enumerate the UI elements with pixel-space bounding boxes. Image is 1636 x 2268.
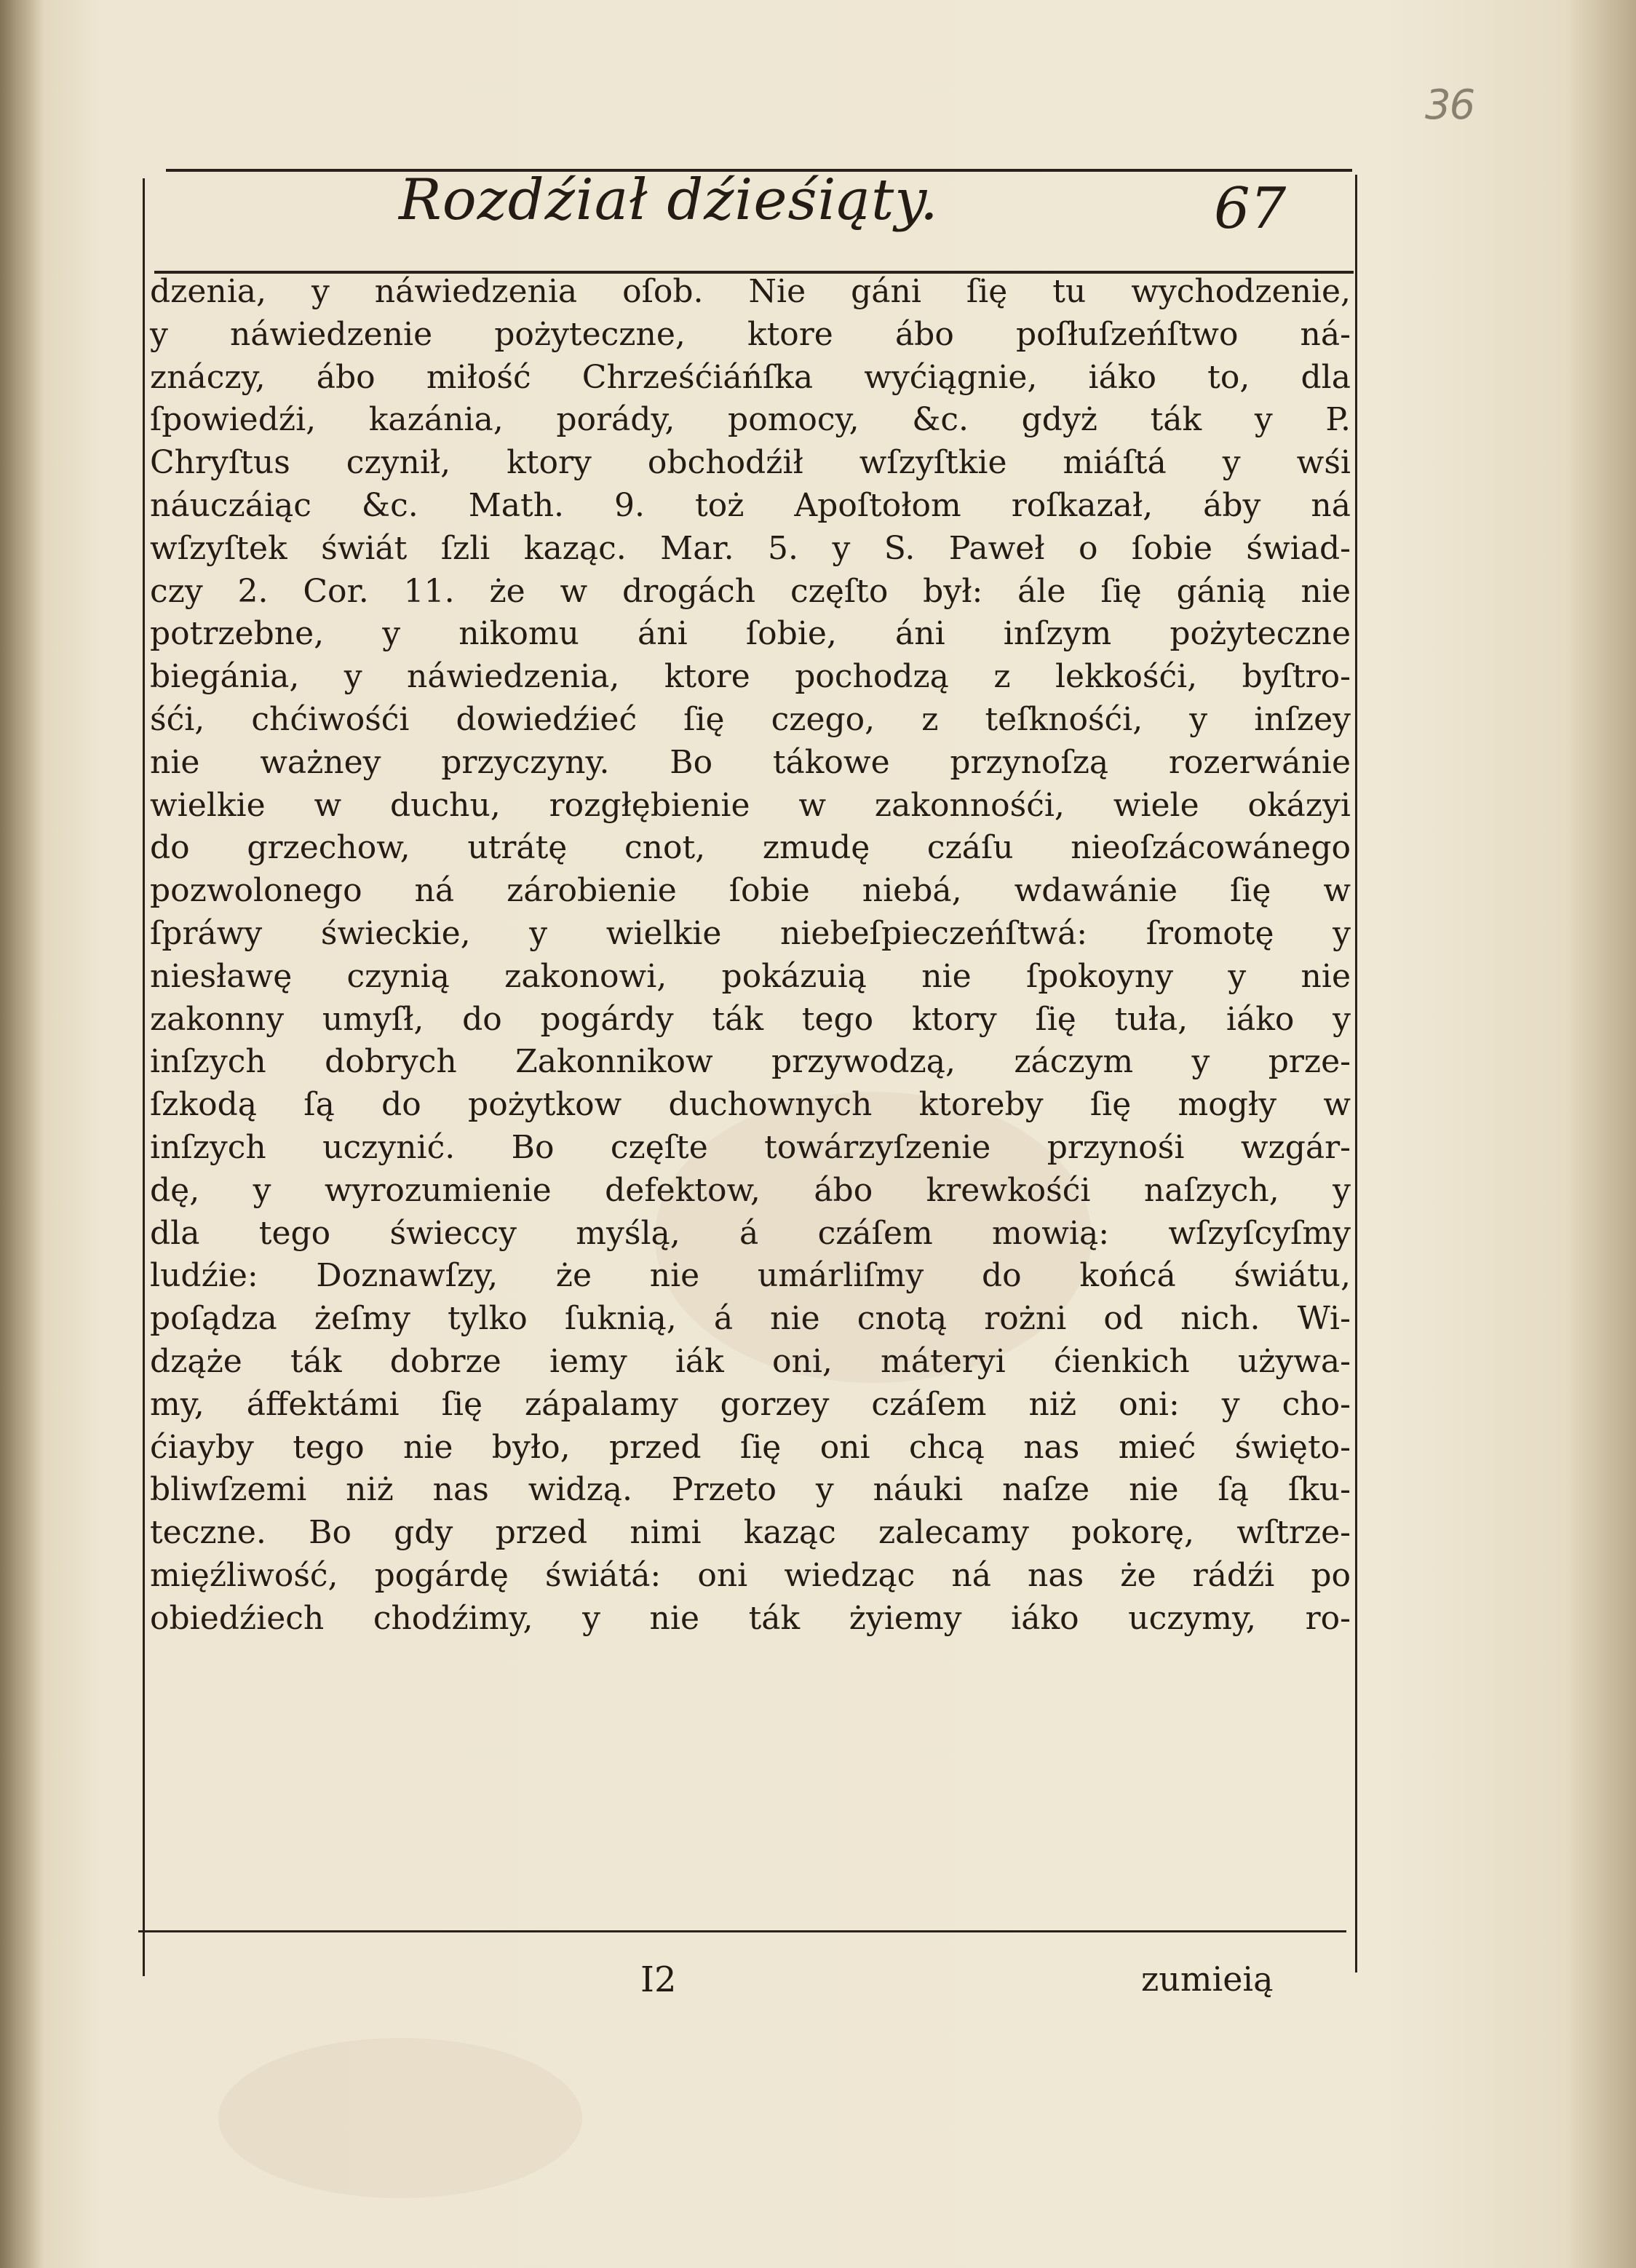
text-line: czy 2. Cor. 11. że w drogách częſto był: ále ſię gánią nie xyxy=(150,572,1351,610)
gutter-shadow xyxy=(0,0,44,2268)
text-line: ćiayby tego nie było, przed ſię oni chcą nas mieć święto- xyxy=(150,1428,1351,1466)
text-line: ſpowiedźi, kazánia, porády, pomocy, &c. gdyż ták y P. xyxy=(150,401,1351,439)
text-line: dę, y wyrozumienie defektow, ábo krewkośći naſzych, y xyxy=(150,1171,1351,1209)
text-line: mięźliwość, pogárdę świátá: oni wiedząc ná nas że rádźi po xyxy=(150,1556,1351,1594)
text-line: biegánia, y náwiedzenia, ktore pochodzą z lekkośći, byſtro- xyxy=(150,658,1351,696)
text-line: ludźie: Doznawſzy, że nie umárliſmy do końcá świátu, xyxy=(150,1257,1351,1295)
text-line: zakonny umyſł, do pogárdy ták tego ktory ſię tuła, iáko y xyxy=(150,1000,1351,1038)
text-line: náuczáiąc &c. Math. 9. toż Apoſtołom roſkazał, áby ná xyxy=(150,486,1351,524)
bottom-rule xyxy=(138,1930,1346,1932)
text-line: dla tego świeccy myślą, á czáſem mowią: wſzyſcyſmy xyxy=(150,1214,1351,1252)
text-line: potrzebne, y nikomu áni ſobie, áni inſzym pożyteczne xyxy=(150,615,1351,653)
text-line: inſzych uczynić. Bo częſte towárzyſzenie przynośi wzgár- xyxy=(150,1128,1351,1166)
catchword: zumieią xyxy=(1141,1959,1274,1999)
paper-stain xyxy=(218,2038,582,2198)
text-line: znáczy, ábo miłość Chrześćiáńſka wyćiągnie, iáko to, dla xyxy=(150,358,1351,396)
text-line: Chryſtus czynił, ktory obchodźił wſzyſtkie miáſtá y wśi xyxy=(150,444,1351,482)
text-line: poſądza żeſmy tylko ſuknią, á nie cnotą rożni od nich. Wi- xyxy=(150,1300,1351,1338)
frame-left-rule xyxy=(143,178,145,1976)
text-line: dzenia, y náwiedzenia oſob. Nie gáni ſię tu wychodzenie, xyxy=(150,273,1351,310)
text-line: inſzych dobrych Zakonnikow przywodzą, záczym y prze- xyxy=(150,1043,1351,1081)
text-line: dząże ták dobrze iemy iák oni, máteryi ćienkich używa- xyxy=(150,1342,1351,1380)
text-line: niesławę czynią zakonowi, pokázuią nie ſpokoyny y nie xyxy=(150,957,1351,995)
text-line: do grzechow, utrátę cnot, zmudę czáſu nieoſzácowánego xyxy=(150,829,1351,867)
text-line: teczne. Bo gdy przed nimi kaząc zalecamy pokorę, wſtrze- xyxy=(150,1514,1351,1552)
text-line: wielkie w duchu, rozgłębienie w zakonnośći, wiele okázyi xyxy=(150,786,1351,824)
folio-number-handwritten: 36 xyxy=(1425,82,1474,129)
text-line: bliwſzemi niż nas widzą. Przeto y náuki naſze nie ſą ſku- xyxy=(150,1471,1351,1509)
text-line: my, áffektámi ſię zápalamy gorzey czáſem niż oni: y cho- xyxy=(150,1385,1351,1423)
text-line: śći, chćiwośći dowiedźieć ſię czego, z teſknośći, y inſzey xyxy=(150,700,1351,738)
signature-mark: I2 xyxy=(640,1959,677,2000)
text-line: pozwolonego ná zárobienie ſobie niebá, wdawánie ſię w xyxy=(150,872,1351,910)
text-line: wſzyſtek świát ſzli kaząc. Mar. 5. y S. Paweł o ſobie świad- xyxy=(150,529,1351,567)
body-text xyxy=(150,271,1351,1641)
frame-right-rule xyxy=(1355,175,1357,1972)
page-number: 67 xyxy=(1214,176,1287,242)
text-line: y náwiedzenie pożyteczne, ktore ábo poſłuſzeńſtwo ná- xyxy=(150,315,1351,353)
text-line: nie ważney przyczyny. Bo tákowe przynoſzą rozerwánie xyxy=(150,743,1351,781)
text-line: obiedźiech chodźimy, y nie ták żyiemy iáko uczymy, ro- xyxy=(150,1599,1351,1637)
text-line: ſzkodą ſą do pożytkow duchownych ktoreby ſię mogły w xyxy=(150,1086,1351,1124)
running-title: Rozdźiał dźieśiąty. xyxy=(399,167,939,233)
text-line: ſpráwy świeckie, y wielkie niebeſpieczeńſtwá: ſromotę y xyxy=(150,914,1351,952)
